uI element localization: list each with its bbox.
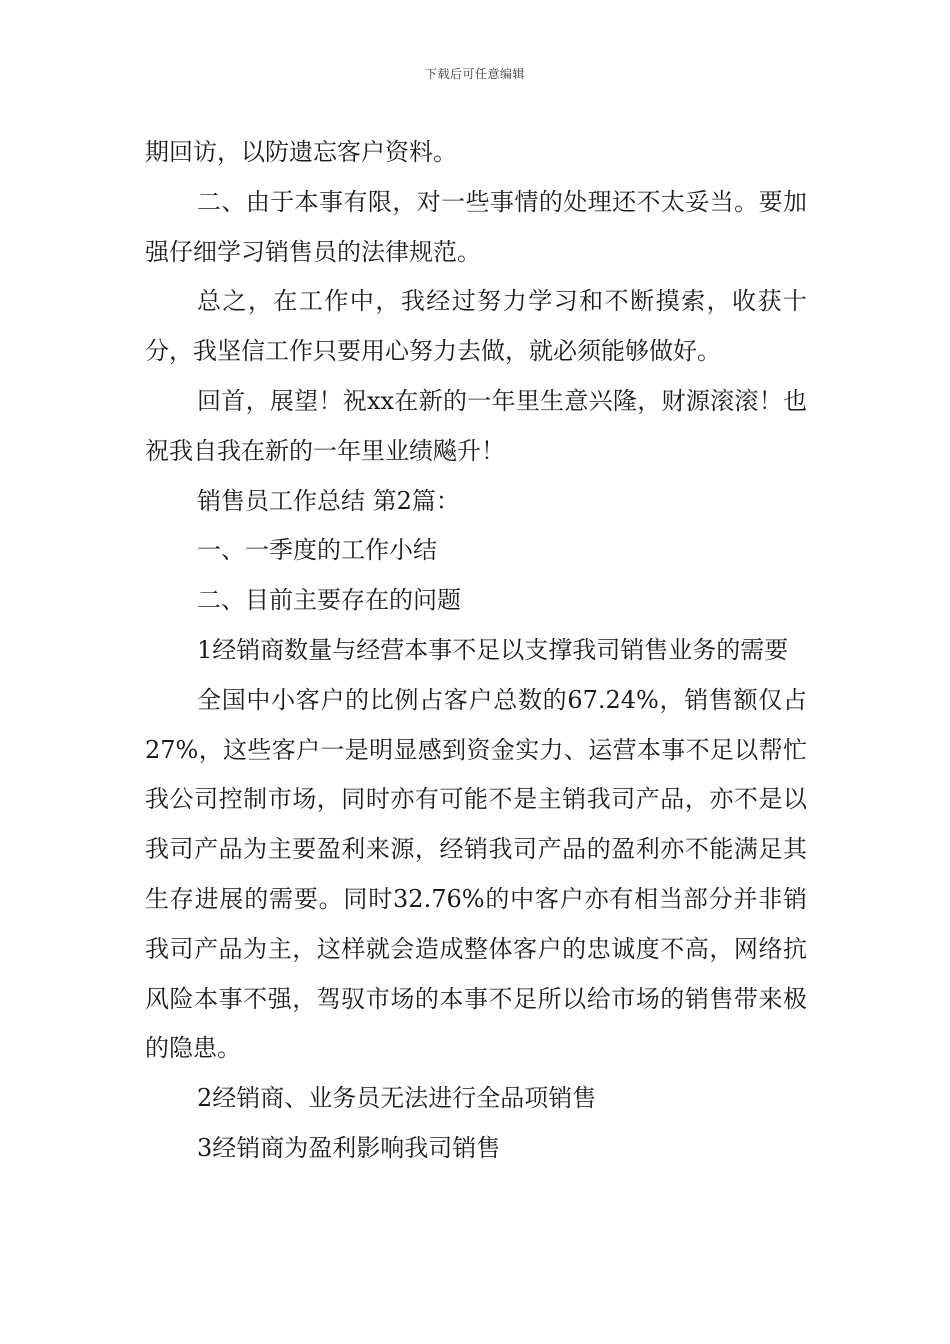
document-body xyxy=(145,128,807,1174)
paragraph-wishes: 回首，展望！祝xx在新的一年里生意兴隆，财源滚滚！也祝我自我在新的一年里业绩飚升！ xyxy=(145,386,807,465)
page-header-note: 下载后可任意编辑 xyxy=(424,67,525,81)
section-heading-part2: 销售员工作总结 第2篇： xyxy=(197,486,460,515)
problem-item-1: 1经销商数量与经营本事不足以支撑我司销售业务的需要 xyxy=(197,635,789,664)
heading-q1-summary: 一、一季度的工作小结 xyxy=(197,536,437,565)
problem-item-3: 3经销商为盈利影响我司销售 xyxy=(197,1133,501,1162)
problem-item-2: 2经销商、业务员无法进行全品项销售 xyxy=(197,1084,597,1113)
paragraph-ability: 二、由于本事有限，对一些事情的处理还不太妥当。要加强仔细学习销售员的法律规范。 xyxy=(145,187,807,266)
paragraph-client-analysis: 全国中小客户的比例占客户总数的67.24%，销售额仅占27%，这些客户一是明显感到资金实力、运营本事不足以帮忙我公司控制市场，同时亦有可能不是主销我司产品，亦不是以我司产品为主要盈利来源，经销我司产品的盈利亦不能满足其生存进展的需要。同时32.76%的中客户亦有相当部分并非销我司产品为主，这样就会造成整体客户的忠诚度不高，网络抗风险本事不强，驾驭市场的本事不足所以给市场的销售带来极的隐患。 xyxy=(145,685,807,1063)
heading-main-problems: 二、目前主要存在的问题 xyxy=(197,586,461,615)
paragraph-followup: 期回访，以防遗忘客户资料。 xyxy=(145,138,457,166)
paragraph-summary: 总之，在工作中，我经过努力学习和不断摸索，收获十分，我坚信工作只要用心努力去做，就必须能够做好。 xyxy=(145,287,807,366)
